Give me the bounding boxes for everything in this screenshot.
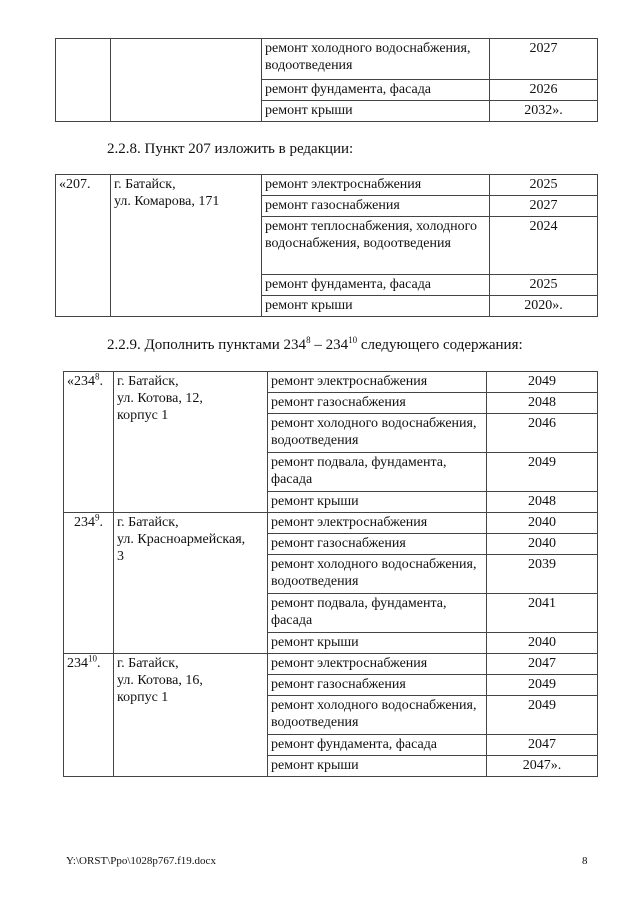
work-cell: ремонт холодного водоснабжения, водоотведения [268,414,487,453]
year-cell: 2020». [490,296,598,317]
year-cell: 2048 [487,492,598,513]
address-line: ул. Котова, 16, [117,673,203,688]
num-text: . [97,656,101,671]
item-number-cell [56,39,111,122]
num-text: . [99,515,103,530]
item-number-cell [64,372,114,513]
year-cell: 2027 [490,39,598,80]
address-cell [114,513,268,654]
year-cell: 2040 [487,633,598,654]
work-cell: ремонт крыши [268,633,487,654]
items-234-table [63,371,598,777]
work-cell: ремонт крыши [262,101,490,122]
work-cell: ремонт газоснабжения [262,196,490,217]
year-cell: 2032». [490,101,598,122]
para-text: – 234 [310,337,349,353]
work-cell: ремонт газоснабжения [268,393,487,414]
work-cell: ремонт электроснабжения [268,372,487,393]
year-cell: 2025 [490,275,598,296]
superscript: 9 [95,512,100,523]
year-cell: 2047 [487,735,598,756]
address-cell [111,39,262,122]
work-cell: ремонт холодного водоснабжения, водоотведения [262,39,490,80]
continuation-table [55,38,598,122]
year-cell: 2027 [490,196,598,217]
num-text: . [99,374,103,389]
address-cell [114,654,268,777]
year-cell: 2041 [487,594,598,633]
superscript: 10 [88,653,97,664]
table-row [64,513,598,534]
year-cell: 2048 [487,393,598,414]
year-cell: 2024 [490,217,598,275]
year-cell: 2040 [487,534,598,555]
paragraph-2-2-9 [107,336,523,354]
address-cell [114,372,268,513]
work-cell: ремонт фундамента, фасада [262,80,490,101]
address-line: корпус 1 [117,690,169,705]
year-cell: 2026 [490,80,598,101]
work-cell: ремонт газоснабжения [268,675,487,696]
address-line: г. Батайск, [117,374,179,389]
address-cell [111,175,262,317]
work-cell: ремонт подвала, фундамента, фасада [268,594,487,633]
item-number-cell: «207. [56,175,111,317]
footer-file-path: Y:\ORST\Ppo\1028p767.f19.docx [66,855,216,867]
address-line: ул. Красноармейская, [117,532,246,547]
table-row [64,654,598,675]
work-cell: ремонт подвала, фундамента, фасада [268,453,487,492]
work-cell: ремонт фундамента, фасада [268,735,487,756]
num-text: 234 [74,515,95,530]
work-cell: ремонт электроснабжения [268,654,487,675]
year-cell: 2047». [487,756,598,777]
table-row [64,372,598,393]
num-text: «234 [67,374,95,389]
address-line: г. Батайск, [114,177,176,192]
superscript: 10 [348,335,358,345]
address-line: 3 [117,549,124,564]
item-number-cell [64,513,114,654]
address-line: корпус 1 [117,408,169,423]
year-cell: 2040 [487,513,598,534]
work-cell: ремонт теплоснабжения, холодного водоснабжения, водоотведения [262,217,490,275]
paragraph-2-2-8: 2.2.8. Пункт 207 изложить в редакции: [107,141,354,157]
item-207-table [55,174,598,317]
year-cell: 2049 [487,453,598,492]
para-text: следующего содержания: [357,337,523,353]
superscript: 8 [95,371,100,382]
year-cell: 2049 [487,696,598,735]
work-cell: ремонт крыши [268,756,487,777]
work-cell: ремонт фундамента, фасада [262,275,490,296]
year-cell: 2025 [490,175,598,196]
item-number-cell [64,654,114,777]
address-line: ул. Комарова, 171 [114,194,220,209]
work-cell: ремонт электроснабжения [262,175,490,196]
para-text: 2.2.9. Дополнить пунктами 234 [107,337,307,353]
year-cell: 2046 [487,414,598,453]
year-cell: 2047 [487,654,598,675]
address-line: г. Батайск, [117,515,179,530]
address-line: ул. Котова, 12, [117,391,203,406]
address-line: г. Батайск, [117,656,179,671]
work-cell: ремонт газоснабжения [268,534,487,555]
table-row [56,175,598,196]
work-cell: ремонт электроснабжения [268,513,487,534]
num-text: 234 [67,656,88,671]
superscript: 8 [306,335,311,345]
year-cell: 2049 [487,372,598,393]
table-row [56,39,598,80]
year-cell: 2049 [487,675,598,696]
work-cell: ремонт холодного водоснабжения, водоотведения [268,555,487,594]
work-cell: ремонт крыши [262,296,490,317]
work-cell: ремонт крыши [268,492,487,513]
year-cell: 2039 [487,555,598,594]
work-cell: ремонт холодного водоснабжения, водоотведения [268,696,487,735]
page-number: 8 [582,855,588,867]
